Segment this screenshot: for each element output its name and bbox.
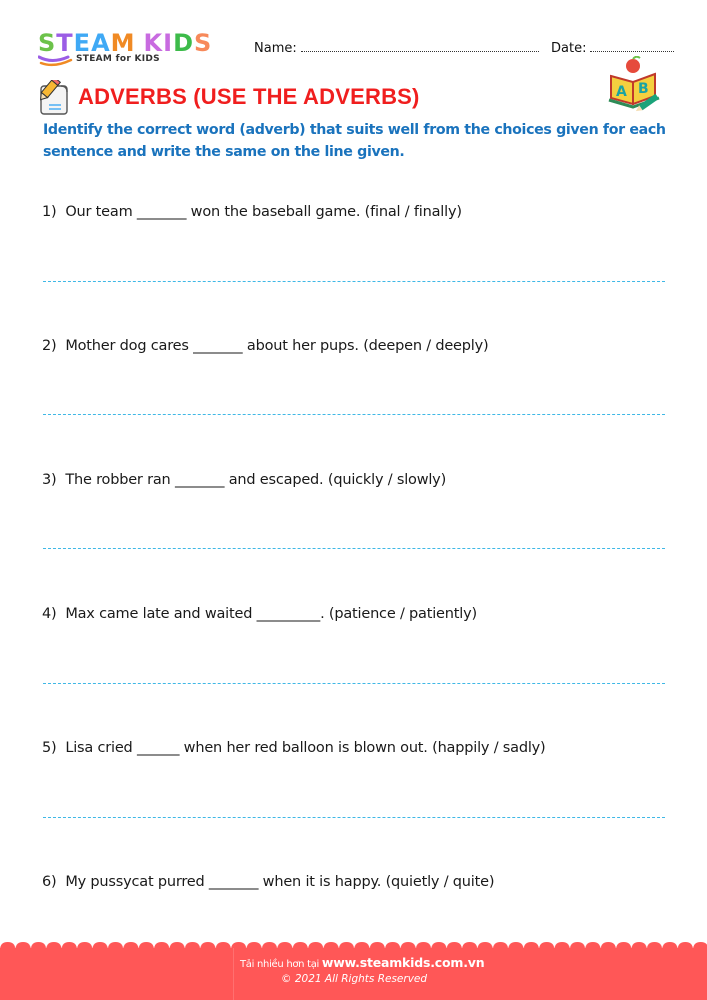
question-text: The robber ran _______ and escaped. (quickly / slowly) [65, 472, 447, 488]
steam-kids-logo [38, 30, 238, 72]
question-6 [42, 874, 494, 890]
question-text: Lisa cried ______ when her red balloon is blown out. (happily / sadly) [65, 740, 546, 756]
name-field[interactable] [254, 39, 539, 56]
logo-letter: S [194, 29, 213, 57]
logo-swoosh-icon [38, 54, 74, 68]
date-blank[interactable] [590, 39, 674, 52]
date-label: Date: [551, 41, 587, 56]
pencil-paper-icon [35, 80, 71, 116]
question-text: Max came late and waited _________. (patience / patiently) [65, 606, 477, 622]
footer-link-row [240, 952, 484, 971]
question-5 [42, 740, 546, 756]
question-2 [42, 338, 488, 354]
question-text: My pussycat purred _______ when it is happy. (quietly / quite) [65, 874, 495, 890]
name-blank[interactable] [301, 39, 539, 52]
question-number: 1) [42, 204, 57, 220]
question-number: 2) [42, 338, 57, 354]
question-number: 5) [42, 740, 57, 756]
footer-divider [233, 948, 234, 1000]
question-number: 4) [42, 606, 57, 622]
question-number: 3) [42, 472, 57, 488]
question-1 [42, 204, 462, 220]
question-3 [42, 472, 446, 488]
footer-bar [0, 948, 707, 1000]
footer-copyright: © 2021 All Rights Reserved [281, 973, 428, 985]
logo-letter: T [56, 29, 74, 57]
footer-website-link[interactable]: www.steamkids.com.vn [321, 955, 485, 970]
abc-book-apple-icon [605, 56, 665, 112]
logo-letter: I [163, 29, 174, 57]
logo-letter: S [38, 29, 57, 57]
question-text: Our team _______ won the baseball game. (final / finally) [65, 204, 462, 220]
date-field[interactable] [551, 39, 674, 56]
logo-letter: M [110, 29, 136, 57]
logo-letter: A [91, 29, 111, 57]
logo-letter: E [73, 29, 92, 57]
worksheet-instructions: Identify the correct word (adverb) that suits well from the choices given for each sentence and write the same on the line given. [43, 122, 666, 160]
answer-line-5[interactable] [43, 817, 665, 818]
question-number: 6) [42, 874, 57, 890]
name-label: Name: [254, 41, 297, 56]
question-4 [42, 606, 477, 622]
answer-line-2[interactable] [43, 414, 665, 415]
logo-letter: D [173, 29, 195, 57]
svg-text:A: A [616, 84, 627, 100]
question-text: Mother dog cares _______ about her pups. (deepen / deeply) [65, 338, 489, 354]
svg-text:B: B [638, 81, 649, 97]
answer-line-3[interactable] [43, 548, 665, 549]
footer-prefix: Tải nhiều hơn tại [240, 959, 322, 970]
logo-tagline: STEAM for KIDS [76, 54, 160, 64]
logo-letter: K [143, 29, 164, 57]
answer-line-4[interactable] [43, 683, 665, 684]
answer-line-1[interactable] [43, 281, 665, 282]
logo-wordmark [38, 30, 212, 56]
worksheet-title: ADVERBS (USE THE ADVERBS) [78, 84, 420, 109]
